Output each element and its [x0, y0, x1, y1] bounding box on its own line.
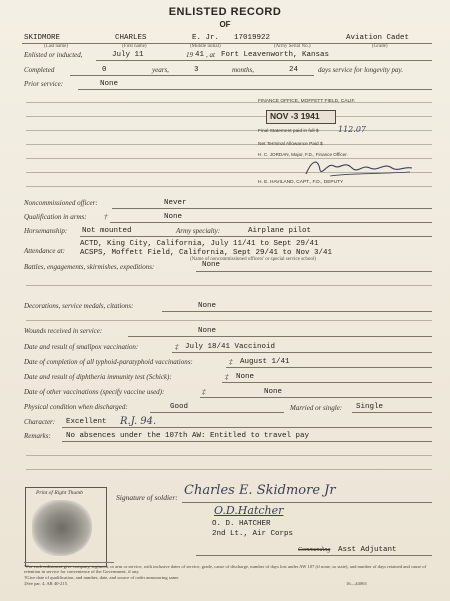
- grade: Aviation Cadet: [346, 34, 410, 42]
- soldier-signature-rule: [182, 502, 432, 503]
- soldier-signature-label: Signature of soldier:: [116, 493, 178, 502]
- deputy-signature: [300, 156, 420, 180]
- thumbprint-label: Print of Right Thumb: [36, 490, 83, 496]
- days-label: days service for longevity pay.: [318, 66, 403, 74]
- decorations-rule: [162, 311, 432, 312]
- attendance-label: Attendance at:: [24, 247, 66, 255]
- double-dagger-mark: ‡: [225, 373, 229, 381]
- physical-condition-value: Good: [170, 403, 189, 411]
- attendance-line-1: ACTD, King City, California, July 11/41 to Sept 29/41: [80, 240, 319, 248]
- prior-service-value: None: [100, 80, 119, 88]
- decorations-value: None: [198, 302, 217, 310]
- double-dagger-mark: ‡: [202, 388, 206, 396]
- qualification-rule: [110, 222, 432, 223]
- physical-condition-label: Physical condition when discharged:: [24, 403, 128, 411]
- final-statement-amount: 112.07: [338, 125, 366, 134]
- prior-service-label: Prior service:: [24, 80, 64, 88]
- first-name: CHARLES: [115, 34, 147, 42]
- other-vaccinations-value: None: [264, 388, 283, 396]
- completed-days: 24: [289, 66, 299, 74]
- years-label: years,: [152, 66, 169, 74]
- final-statement-label: Final Statement paid in full $: [258, 129, 319, 134]
- finance-officer-line: H. C. JORDAN, Major, F.D., Finance Officer.: [258, 152, 348, 157]
- caption-serial: (Army Serial No.): [274, 44, 311, 49]
- last-name: SKIDMORE: [24, 34, 61, 42]
- soldier-signature: Charles E. Skidmore Jr: [184, 483, 336, 498]
- blank-rule: [26, 116, 432, 117]
- schick-rule: [222, 382, 432, 383]
- blank-rule: [26, 455, 432, 456]
- name-row-rule: [22, 43, 432, 44]
- qualification-label: Qualification in arms:: [24, 213, 87, 221]
- army-serial-number: 17019922: [234, 34, 271, 42]
- horsemanship-label: Horsemanship:: [24, 227, 68, 235]
- enlisted-year: 41: [195, 51, 205, 59]
- married-value: Single: [356, 403, 384, 411]
- nco-rule: [112, 208, 432, 209]
- nco-value: Never: [164, 199, 187, 207]
- officer-name: O. D. HATCHER: [212, 520, 271, 528]
- double-dagger-mark: ‡: [229, 358, 233, 366]
- smallpox-value: July 18/41 Vaccinoid: [185, 343, 276, 351]
- wounds-value: None: [198, 327, 217, 335]
- remarks-value: No absences under the 107th AW: Entitled to travel pay: [66, 432, 310, 440]
- character-rule: [62, 427, 432, 428]
- middle-initial: E. Jr.: [192, 34, 220, 42]
- caption-first-name: (First name): [122, 44, 147, 49]
- blank-rule: [26, 320, 432, 321]
- blank-rule: [26, 102, 432, 103]
- stamp-date: NOV -3 1941: [270, 111, 320, 121]
- enlisted-label: Enlisted or inducted,: [24, 51, 83, 59]
- finance-office-stamp: FINANCE OFFICE, MOFFETT FIELD, CALIF.: [258, 99, 356, 104]
- caption-grade: (Grade): [372, 44, 388, 49]
- blank-rule: [26, 469, 432, 470]
- other-vaccinations-label: Date of other vaccinations (specify vaccine used):: [24, 388, 165, 396]
- footnote-rule: [24, 562, 114, 563]
- months-label: months,: [232, 66, 254, 74]
- enlisted-date: July 11: [112, 51, 144, 59]
- attendance-caption: (Name of noncommissioned officers' or special service school): [190, 257, 316, 262]
- commanding-struck: Commanding: [298, 547, 331, 553]
- other-vaccinations-rule: [200, 397, 432, 398]
- officer-rank: 2nd Lt., Air Corps: [212, 530, 294, 538]
- army-specialty-label: Army specialty:: [176, 227, 221, 235]
- blank-rule: [26, 130, 432, 131]
- married-label: Married or single:: [290, 404, 343, 412]
- typhoid-rule: [226, 367, 432, 368]
- completed-months: 3: [194, 66, 199, 74]
- thumbprint-image: [32, 500, 92, 556]
- completed-label: Completed: [24, 66, 55, 74]
- enlisted-rule: [96, 60, 432, 61]
- blank-rule: [26, 285, 432, 286]
- schick-label: Date and result of diphtheria immunity test (Schick):: [24, 373, 172, 381]
- married-rule: [352, 412, 432, 413]
- completed-rule: [70, 75, 314, 76]
- wounds-rule: [128, 336, 432, 337]
- prior-service-rule: [78, 89, 432, 90]
- army-specialty-value: Airplane pilot: [248, 227, 312, 235]
- footnote-3: ‡See par. 4, AR 40-215.: [24, 581, 69, 586]
- dagger-mark: †: [104, 213, 108, 221]
- officer-signature-rule: [196, 555, 432, 556]
- typhoid-label: Date of completion of all typhoid-paratyphoid vaccinations:: [24, 358, 193, 366]
- caption-last-name: (Last name): [44, 44, 69, 49]
- asst-adjutant: Asst Adjutant: [338, 546, 397, 554]
- footnote-2: †Give date of qualification, and number, date, and source of order announcing same.: [24, 575, 180, 580]
- reviewer-initials: R.J. 94.: [120, 416, 157, 427]
- form-number: 16—44063: [346, 581, 367, 586]
- attendance-line-2: ACSPS, Moffett Field, California, Sept 29/41 to Nov 3/41: [80, 249, 333, 257]
- smallpox-label: Date and result of smallpox vaccination:: [24, 343, 139, 351]
- physical-condition-rule: [150, 412, 284, 413]
- character-value: Excellent: [66, 418, 107, 426]
- smallpox-rule: [172, 352, 432, 353]
- decorations-label: Decorations, service medals, citations:: [24, 302, 134, 310]
- page-subtitle-of: OF: [219, 20, 231, 29]
- battles-label: Battles, engagements, skirmishes, expeditions:: [24, 263, 155, 271]
- character-label: Character:: [24, 418, 56, 426]
- footnote-1: *For each enlistment give company, regiment, or arm or service, with inclusive dates of service, grade, cause of discharge, number of days lost under AW 107 (if none, so state), and number of days retained and cause of retention in service for convenience of the Government, if any.: [24, 564, 427, 575]
- officer-signature: O.D.Hatcher: [214, 504, 284, 517]
- double-dagger-mark: ‡: [175, 343, 179, 351]
- enlisted-at-label: , at: [206, 51, 215, 59]
- remarks-label: Remarks:: [24, 432, 51, 440]
- battles-value: None: [202, 261, 221, 269]
- page-title: ENLISTED RECORD: [168, 6, 282, 18]
- horsemanship-rule: [80, 236, 432, 237]
- horsemanship-value: Not mounted: [82, 227, 132, 235]
- completed-years: 0: [102, 66, 107, 74]
- nco-label: Noncommissioned officer:: [24, 199, 98, 207]
- schick-value: None: [236, 373, 255, 381]
- remarks-rule: [62, 441, 432, 442]
- wounds-label: Wounds received in service:: [24, 327, 103, 335]
- caption-middle-initial: (Middle initial): [190, 44, 221, 49]
- qualification-value: None: [164, 213, 183, 221]
- blank-rule: [26, 144, 432, 145]
- blank-rule: [26, 186, 432, 187]
- typhoid-value: August 1/41: [240, 358, 290, 366]
- terminal-allowance-label: Net Terminal Allowance Paid $: [258, 142, 323, 147]
- enlisted-year-prefix: 19: [186, 51, 193, 59]
- battles-rule: [196, 271, 432, 272]
- deputy-line: H. E. HAVILAND, CAPT., F.D., DEPUTY: [258, 180, 344, 185]
- enlisted-place: Fort Leavenworth, Kansas: [221, 51, 330, 59]
